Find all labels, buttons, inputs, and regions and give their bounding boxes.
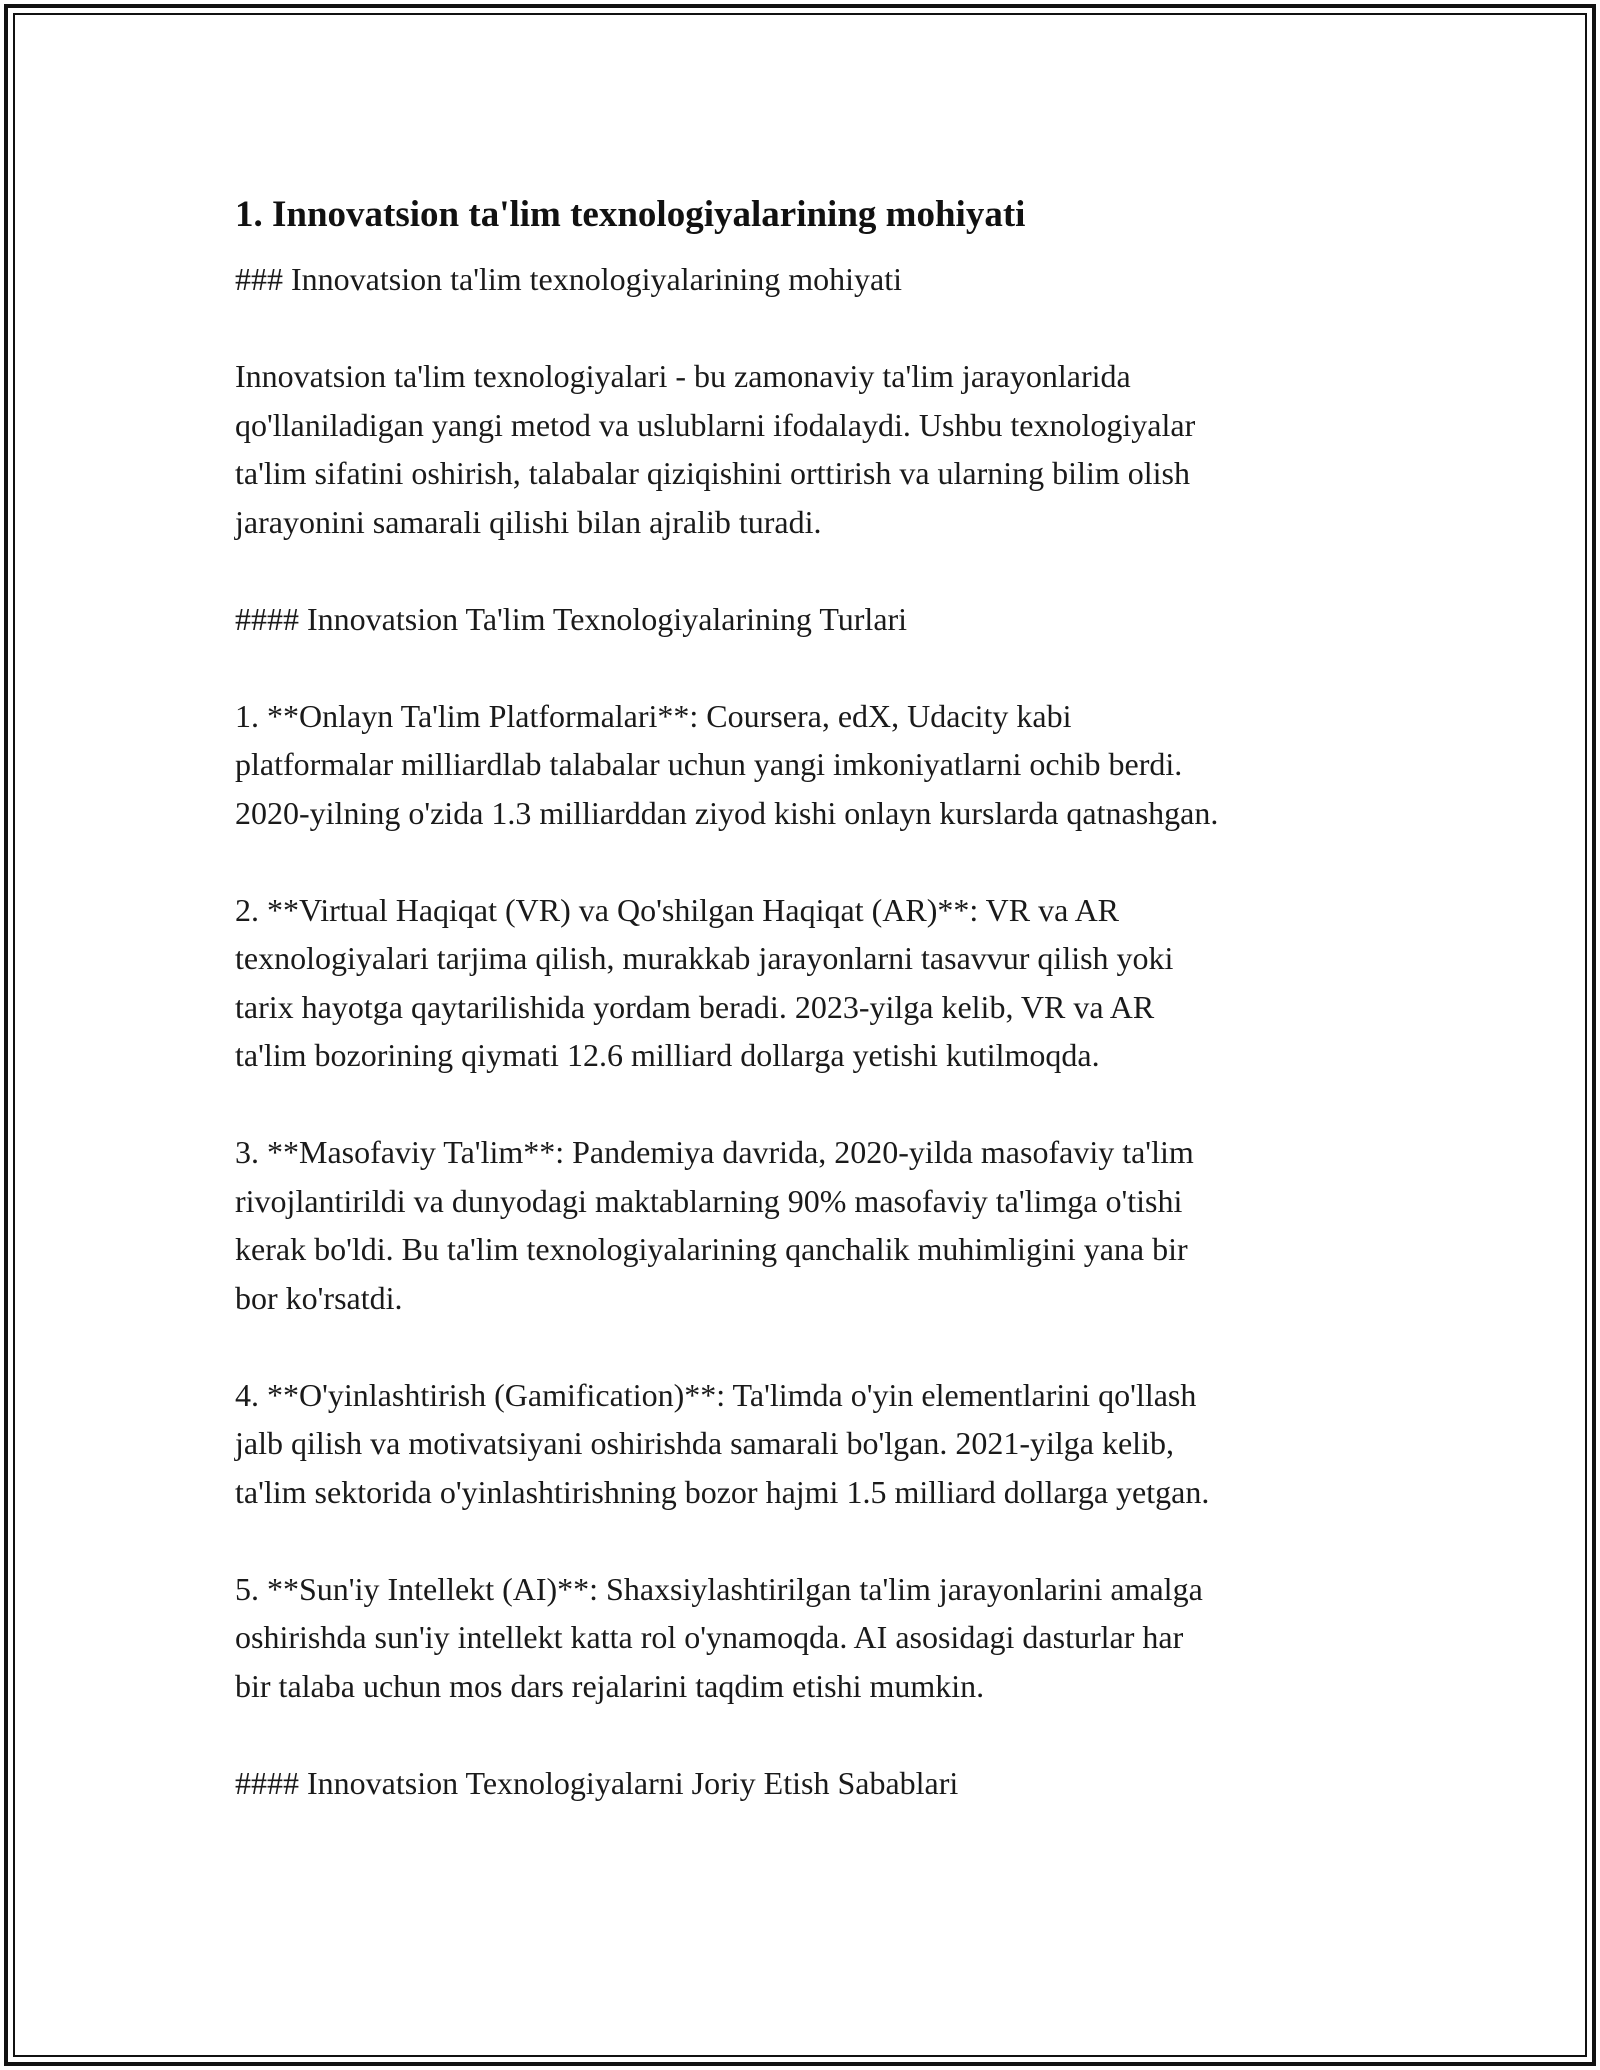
document-page: [235, 185, 1375, 1807]
paragraph-line: bor ko'rsatdi.: [235, 1279, 403, 1316]
paragraph-line: jalb qilish va motivatsiyani oshirishda samarali bo'lgan. 2021-yilga kelib,: [235, 1425, 1174, 1461]
paragraph-line: 2. **Virtual Haqiqat (VR) va Qo'shilgan Haqiqat (AR)**: VR va AR: [235, 891, 1120, 928]
paragraph-line: qo'llaniladigan yangi metod va uslublarni ifodalaydi. Ushbu texnologiyalar: [235, 406, 1196, 443]
paragraph-line: oshirishda sun'iy intellekt katta rol o'ynamoqda. AI asosidagi dasturlar har: [235, 1619, 1184, 1655]
intro-paragraph: [235, 352, 1375, 546]
document-title: 1. Innovatsion ta'lim texnologiyalarining mohiyati: [235, 194, 1026, 235]
paragraph-line: ta'lim bozorining qiymati 12.6 milliard dollarga yetishi kutilmoqda.: [235, 1037, 1100, 1073]
paragraph-line: tarix hayotga qaytarilishida yordam beradi. 2023-yilga kelib, VR va AR: [235, 988, 1155, 1025]
paragraph-line: 2020-yilning o'zida 1.3 milliarddan ziyod kishi onlayn kurslarda qatnashgan.: [235, 794, 1219, 831]
paragraph-line: 4. **O'yinlashtirish (Gamification)**: Ta'limda o'yin elementlarini qo'llash: [235, 1376, 1197, 1413]
paragraph-line: bir talaba uchun mos dars rejalarini taqdim etishi mumkin.: [235, 1667, 985, 1704]
list-item: [235, 1371, 1375, 1517]
paragraph-line: jarayonini samarali qilishi bilan ajralib turadi.: [235, 503, 822, 540]
paragraph-line: platformalar milliardlab talabalar uchun yangi imkoniyatlarni ochib berdi.: [235, 746, 1183, 782]
list-item: [235, 1565, 1375, 1711]
paragraph-line: texnologiyalari tarjima qilish, murakkab jarayonlarni tasavvur qilish yoki: [235, 940, 1174, 976]
list-item: [235, 1128, 1375, 1322]
paragraph-line: 1. **Onlayn Ta'lim Platformalari**: Coursera, edX, Udacity kabi: [235, 697, 1072, 734]
paragraph-line: kerak bo'ldi. Bu ta'lim texnologiyalarining qanchalik muhimligini yana bir: [235, 1231, 1188, 1267]
paragraph-line: 5. **Sun'iy Intellekt (AI)**: Shaxsiylashtirilgan ta'lim jarayonlarini amalga: [235, 1570, 1203, 1607]
list-item: [235, 692, 1375, 838]
paragraph-line: ta'lim sektorida o'yinlashtirishning bozor hajmi 1.5 milliard dollarga yetgan.: [235, 1473, 1210, 1510]
subsection-heading: #### Innovatsion Texnologiyalarni Joriy Etish Sabablari: [235, 1764, 959, 1801]
paragraph-line: ta'lim sifatini oshirish, talabalar qiziqishini orttirish va ularning bilim olish: [235, 455, 1190, 491]
paragraph-line: rivojlantirildi va dunyodagi maktablarning 90% masofaviy ta'limga o'tishi: [235, 1182, 1183, 1219]
list-item: [235, 886, 1375, 1080]
section-heading: ### Innovatsion ta'lim texnologiyalarining mohiyati: [235, 261, 902, 297]
paragraph-line: Innovatsion ta'lim texnologiyalari - bu zamonaviy ta'lim jarayonlarida: [235, 358, 1131, 394]
paragraph-line: 3. **Masofaviy Ta'lim**: Pandemiya davrida, 2020-yilda masofaviy ta'lim: [235, 1134, 1194, 1170]
subsection-heading: #### Innovatsion Ta'lim Texnologiyalarining Turlari: [235, 600, 908, 637]
